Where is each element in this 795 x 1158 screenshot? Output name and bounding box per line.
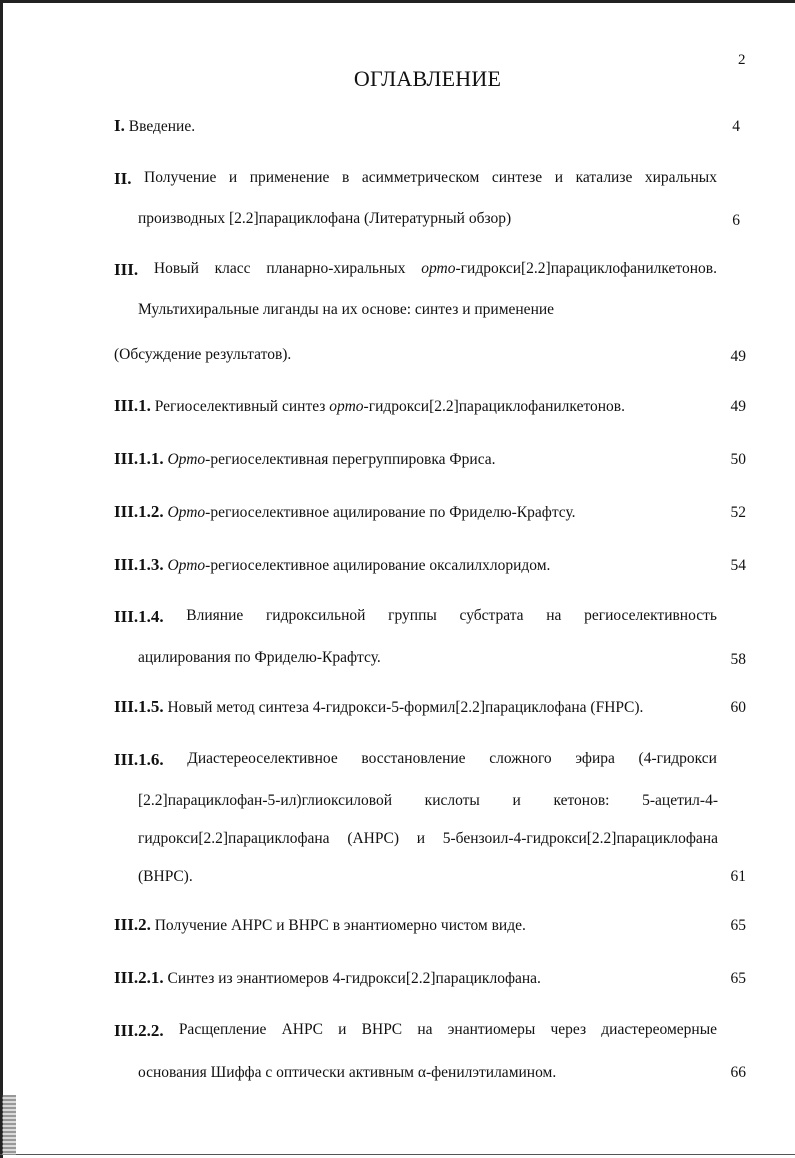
toc-page: 49 — [730, 398, 746, 415]
toc-entry-13-line2: основания Шиффа с оптически активным α-фенилэтиламином. — [138, 1064, 557, 1081]
toc-word: в — [341, 169, 350, 186]
toc-word: хиральных — [644, 169, 717, 186]
toc-entry-10-line4: (BHPC). — [138, 868, 193, 885]
toc-page: 50 — [730, 451, 746, 468]
toc-page: 58 — [730, 651, 746, 668]
toc-word: 5-бензоил-4-гидрокси[2.2]парациклофана — [442, 830, 718, 847]
toc-label: III.2. — [114, 915, 151, 934]
toc-italic: Орто — [167, 451, 206, 468]
toc-word: и — [338, 1021, 347, 1038]
toc-word: 5-ацетил-4- — [642, 792, 718, 809]
toc-entry-3-line3: (Обсуждение результатов). — [114, 346, 292, 363]
toc-page: 52 — [730, 504, 746, 521]
scan-smudge — [2, 1095, 16, 1155]
toc-entry-8-line1 — [114, 607, 717, 627]
toc-word: эфира — [575, 750, 615, 767]
toc-label: III.1.3. — [114, 555, 164, 574]
toc-entry-3-line1 — [114, 260, 717, 280]
toc-word: и — [416, 830, 426, 847]
toc-word: кетонов: — [553, 792, 610, 809]
toc-italic: Орто — [167, 504, 206, 521]
toc-word: и — [228, 169, 238, 186]
toc-entry-9 — [114, 697, 643, 717]
toc-label: III.1.6. — [114, 750, 164, 769]
toc-entry-4 — [114, 396, 625, 416]
toc-word: асимметрическом — [361, 169, 480, 186]
toc-label: III.2.2. — [114, 1021, 164, 1040]
toc-text: -гидрокси[2.2]парациклофанилкетонов. — [455, 260, 717, 277]
toc-label: II. — [114, 169, 132, 188]
toc-label: III.1.1. — [114, 449, 164, 468]
toc-entry-10-line3 — [138, 830, 718, 848]
toc-word: гидроксильной — [265, 607, 366, 624]
toc-entry-12 — [114, 968, 541, 988]
toc-entry-7 — [114, 555, 550, 575]
toc-entry-2-line2: производных [2.2]парациклофана (Литературный обзор) — [138, 210, 512, 227]
toc-word: (AHPC) — [347, 830, 399, 847]
toc-text: Новый метод синтеза 4-гидрокси-5-формил[2.2]парациклофана (FHPC). — [167, 699, 644, 716]
toc-entry-5 — [114, 449, 496, 469]
toc-page: 54 — [730, 557, 746, 574]
toc-word: на — [546, 607, 562, 624]
toc-italic: орто — [421, 260, 456, 277]
scan-border-top — [0, 0, 795, 3]
page-title: ОГЛАВЛЕНИЕ — [353, 66, 502, 91]
toc-word: через — [550, 1021, 587, 1038]
toc-italic: Орто — [167, 557, 206, 574]
toc-entry-2-line1 — [114, 169, 717, 189]
toc-label: III.1.4. — [114, 607, 164, 626]
toc-label: III.1. — [114, 396, 151, 415]
toc-word: BHPC — [361, 1021, 403, 1038]
scan-border-left — [0, 0, 3, 1158]
toc-entry-10-line2 — [138, 792, 718, 810]
toc-word: восстановление — [361, 750, 466, 767]
toc-entry-3-line2: Мультихиральные лиганды на их основе: синтез и применение — [138, 301, 555, 318]
toc-word: Влияние — [186, 607, 244, 624]
toc-word: и — [554, 169, 564, 186]
toc-word: региоселективность — [584, 607, 717, 624]
toc-label: I. — [114, 116, 125, 135]
toc-word: энантиомеры — [447, 1021, 536, 1038]
toc-text: Синтез из энантиомеров 4-гидрокси[2.2]парациклофана. — [167, 970, 541, 987]
toc-entry-8-line2: ацилирования по Фриделю-Крафтсу. — [138, 649, 381, 666]
toc-text: Региоселективный синтез — [154, 398, 330, 415]
toc-word: [2.2]парациклофан-5-ил)глиоксиловой — [138, 792, 393, 809]
toc-page: 60 — [730, 699, 746, 716]
toc-word: Получение — [144, 169, 217, 186]
toc-text: Введение. — [128, 118, 196, 135]
toc-text: -гидрокси[2.2]парациклофанилкетонов. — [363, 398, 626, 415]
toc-entry-6 — [114, 502, 576, 522]
toc-word: Расщепление — [178, 1021, 267, 1038]
toc-page: 49 — [730, 348, 746, 365]
toc-text: -региоселективная перегруппировка Фриса. — [205, 451, 496, 468]
toc-word: планарно-хиральных — [266, 260, 406, 277]
toc-word: (4-гидрокси — [638, 750, 717, 767]
toc-page: 65 — [730, 917, 746, 934]
toc-word: применение — [249, 169, 330, 186]
toc-entry-10-line1 — [114, 750, 717, 770]
toc-label: III.1.5. — [114, 697, 164, 716]
toc-label: III. — [114, 260, 139, 279]
toc-label: III.2.1. — [114, 968, 164, 987]
toc-text: -региоселективное ацилирование оксалилхлоридом. — [205, 557, 551, 574]
toc-word: Новый — [153, 260, 199, 277]
toc-text: Получение AHPC и BHPC в энантиомерно чистом виде. — [154, 917, 526, 934]
toc-word: класс — [214, 260, 251, 277]
toc-word: Диастереоселективное — [187, 750, 338, 767]
toc-word: субстрата — [459, 607, 524, 624]
toc-word: и — [512, 792, 521, 809]
toc-page: 6 — [732, 212, 740, 229]
toc-entry-1 — [114, 116, 195, 136]
toc-page: 66 — [730, 1064, 746, 1081]
scan-border-bottom — [0, 1154, 795, 1155]
toc-word: AHPC — [281, 1021, 323, 1038]
toc-word: группы — [388, 607, 437, 624]
page-number: 2 — [738, 52, 746, 68]
toc-page: 61 — [730, 868, 746, 885]
toc-word: на — [417, 1021, 433, 1038]
toc-word: сложного — [489, 750, 552, 767]
toc-entry-13-line1 — [114, 1021, 717, 1041]
toc-page: 65 — [730, 970, 746, 987]
toc-text: -региоселективное ацилирование по Фриделю-Крафтсу. — [205, 504, 576, 521]
toc-label: III.1.2. — [114, 502, 164, 521]
toc-page: 4 — [732, 118, 740, 135]
toc-italic: орто — [329, 398, 364, 415]
toc-word: гидрокси[2.2]парациклофана — [138, 830, 330, 847]
toc-entry-11 — [114, 915, 526, 935]
toc-word: синтезе — [491, 169, 543, 186]
toc-word — [421, 260, 717, 280]
toc-word: диастереомерные — [601, 1021, 717, 1038]
toc-word: катализе — [575, 169, 633, 186]
toc-word: кислоты — [424, 792, 480, 809]
